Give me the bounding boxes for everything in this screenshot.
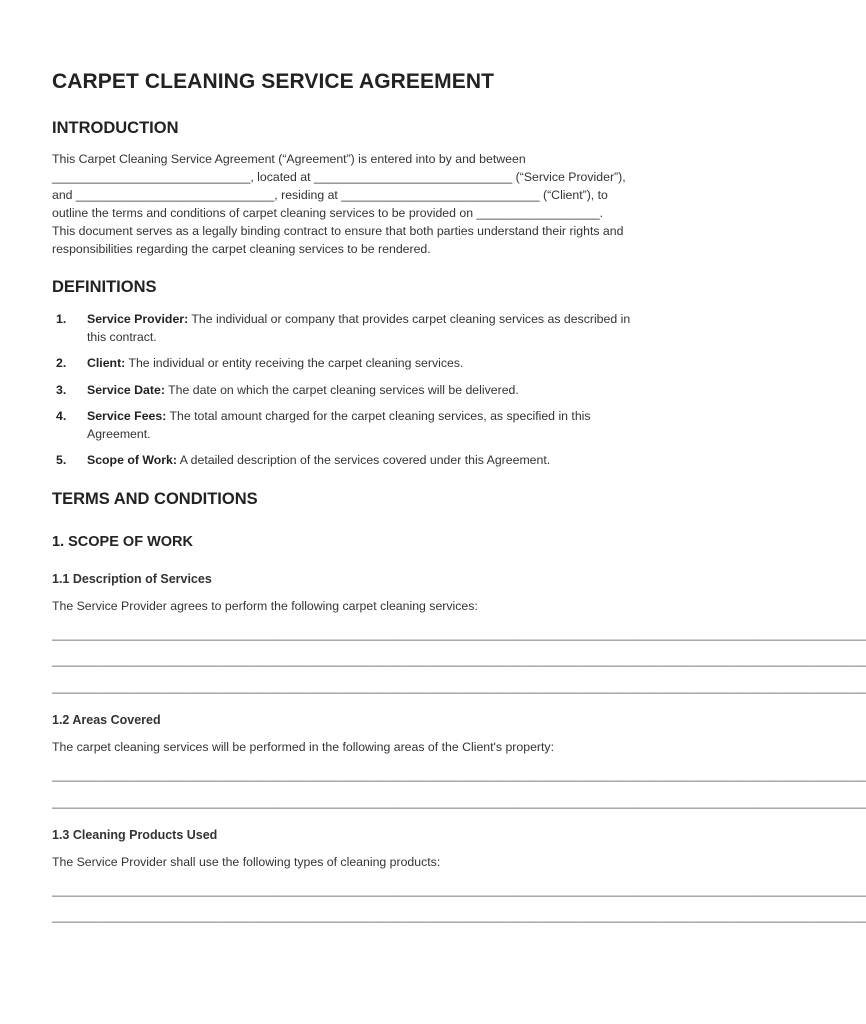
fill-in-line[interactable]: __________________________________________________________________________________________________________________________ [52, 627, 866, 641]
definition-term: Client: [87, 356, 126, 370]
description-of-services-text: The Service Provider agrees to perform the following carpet cleaning services: [52, 599, 478, 613]
intro-line: This document serves as a legally binding contract to ensure that both parties understand their rights and [52, 224, 624, 238]
definition-text: The date on which the carpet cleaning services will be delivered. [164, 383, 519, 397]
description-of-services-heading: 1.1 Description of Services [52, 572, 212, 586]
definition-text: this contract. [87, 330, 157, 344]
definition-text: Agreement. [87, 427, 151, 441]
definition-number: 5. [56, 453, 67, 467]
intro-line: _____________________________, located at _____________________________ (“Service Provider”), [52, 170, 626, 184]
terms-heading: TERMS AND CONDITIONS [52, 490, 258, 508]
intro-line: outline the terms and conditions of carpet cleaning services to be provided on __________________. [52, 206, 604, 220]
definition-term: Service Provider: [87, 312, 189, 326]
definition-number: 1. [56, 312, 67, 326]
definition-term: Scope of Work: [87, 453, 177, 467]
fill-in-line[interactable]: __________________________________________________________________________________________________________________________ [52, 883, 866, 897]
definition-text: The individual or entity receiving the carpet cleaning services. [125, 356, 464, 370]
definition-text: A detailed description of the services covered under this Agreement. [176, 453, 551, 467]
scope-of-work-heading: 1. SCOPE OF WORK [52, 534, 193, 550]
introduction-heading: INTRODUCTION [52, 119, 179, 137]
fill-in-line[interactable]: __________________________________________________________________________________________________________________________ [52, 768, 866, 782]
definitions-heading: DEFINITIONS [52, 278, 157, 296]
cleaning-products-text: The Service Provider shall use the following types of cleaning products: [52, 855, 441, 869]
areas-covered-heading: 1.2 Areas Covered [52, 713, 161, 727]
document-title: CARPET CLEANING SERVICE AGREEMENT [52, 70, 495, 93]
definition-number: 2. [56, 356, 67, 370]
definition-term: Service Fees: [87, 409, 167, 423]
intro-line: responsibilities regarding the carpet cleaning services to be rendered. [52, 242, 431, 256]
fill-in-line[interactable]: __________________________________________________________________________________________________________________________ [52, 795, 866, 809]
definition-number: 3. [56, 383, 67, 397]
definition-text: The total amount charged for the carpet cleaning services, as specified in this [166, 409, 591, 423]
fill-in-line[interactable]: __________________________________________________________________________________________________________________________ [52, 680, 866, 694]
areas-covered-text: The carpet cleaning services will be performed in the following areas of the Client's property: [52, 740, 554, 754]
intro-line: and _____________________________, residing at _____________________________ (“Client”), to [52, 188, 608, 202]
fill-in-line[interactable]: __________________________________________________________________________________________________________________________ [52, 653, 866, 667]
definition-number: 4. [56, 409, 67, 423]
introduction-paragraph [52, 150, 722, 258]
cleaning-products-heading: 1.3 Cleaning Products Used [52, 828, 218, 842]
definition-term: Service Date: [87, 383, 165, 397]
definition-text: The individual or company that provides carpet cleaning services as described in [188, 312, 631, 326]
fill-in-line[interactable]: __________________________________________________________________________________________________________________________ [52, 909, 866, 923]
intro-line: This Carpet Cleaning Service Agreement (“Agreement”) is entered into by and between [52, 152, 526, 166]
